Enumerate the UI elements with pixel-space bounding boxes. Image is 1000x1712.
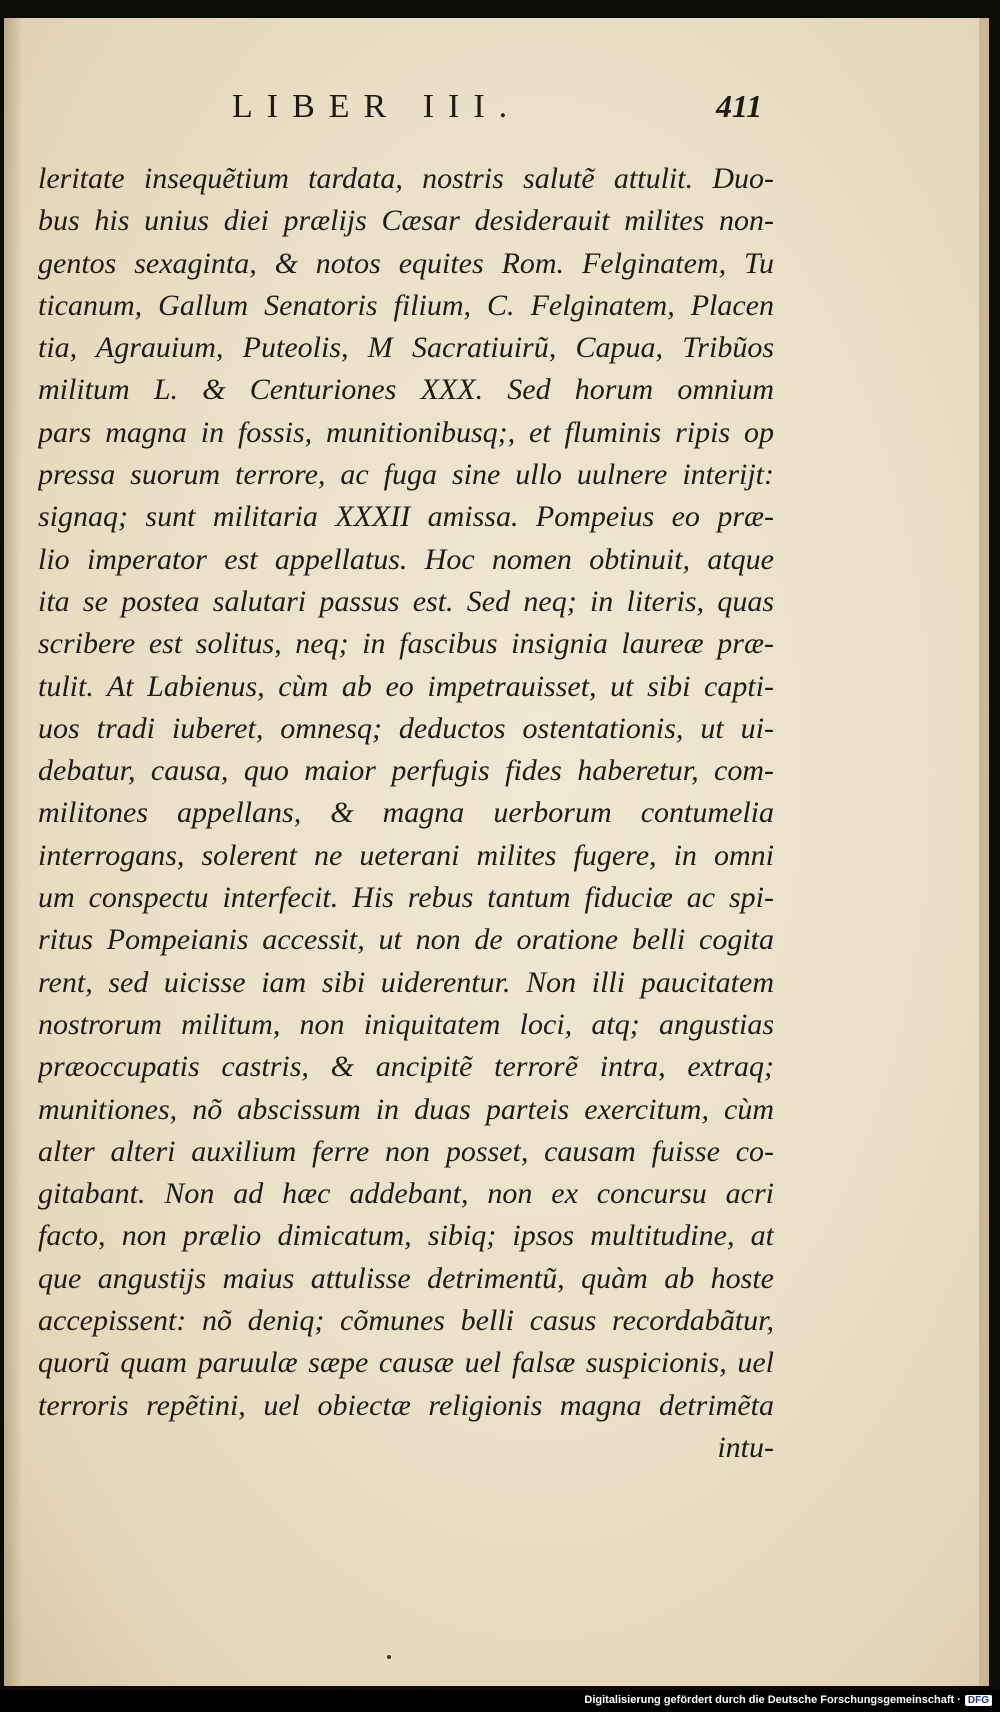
dfg-logo: DFG bbox=[965, 1695, 992, 1706]
catchword: intu- bbox=[717, 1430, 774, 1464]
text-line: ita se postea salutari passus est. Sed neq; in literis, quas bbox=[38, 584, 774, 618]
text-line: tia, Agrauium, Puteolis, M Sacratiuirũ, Capua, Tribũos bbox=[38, 331, 774, 365]
body-text bbox=[38, 158, 774, 1469]
page-number: 411 bbox=[716, 88, 763, 124]
running-title: LIBER III. bbox=[232, 88, 522, 125]
text-line: bus his unius diei prælijs Cæsar desiderauit milites non- bbox=[38, 204, 774, 238]
text-line: terroris repẽtini, uel obiectæ religionis magna detrimẽta bbox=[38, 1388, 774, 1422]
text-line: lio imperator est appellatus. Hoc nomen obtinuit, atque bbox=[38, 542, 774, 576]
text-line: præoccupatis castris, & ancipitẽ terrorẽ intra, extraq; bbox=[38, 1050, 774, 1084]
text-line: alter alteri auxilium ferre non posset, causam fuisse co- bbox=[38, 1134, 774, 1168]
text-line: facto, non prælio dimicatum, sibiq; ipsos multitudine, at bbox=[38, 1219, 774, 1253]
text-line: um conspectu interfecit. His rebus tantum fiduciæ ac spi- bbox=[38, 881, 774, 915]
text-line: militones appellans, & magna uerborum contumelia bbox=[38, 796, 774, 830]
text-line: rent, sed uicisse iam sibi uiderentur. Non illi paucitatem bbox=[38, 965, 774, 999]
text-line: que angustijs maius attulisse detrimentũ, quàm ab hoste bbox=[38, 1261, 774, 1295]
book-page bbox=[4, 18, 989, 1686]
text-line: signaq; sunt militaria XXXII amissa. Pompeius eo præ- bbox=[38, 500, 774, 534]
text-line: gentos sexaginta, & notos equites Rom. Felginatem, Tu bbox=[38, 246, 774, 280]
text-line: munitiones, nõ abscissum in duas parteis exercitum, cùm bbox=[38, 1092, 774, 1126]
text-line: leritate insequẽtium tardata, nostris salutẽ attulit. Duo- bbox=[38, 162, 774, 195]
text-line: tulit. At Labienus, cùm ab eo impetrauisset, ut sibi capti- bbox=[38, 669, 774, 703]
digitization-credit bbox=[584, 1694, 992, 1706]
credit-text: Digitalisierung gefördert durch die Deutsche Forschungsgemeinschaft · bbox=[584, 1694, 961, 1706]
ink-speck bbox=[387, 1655, 391, 1659]
text-line: gitabant. Non ad hæc addebant, non ex concursu acri bbox=[38, 1177, 774, 1211]
text-line: debatur, causa, quo maior perfugis fides haberetur, com- bbox=[38, 754, 774, 788]
running-head bbox=[4, 88, 989, 132]
text-line: interrogans, solerent ne ueterani milites fugere, in omni bbox=[38, 838, 774, 872]
text-line: scribere est solitus, neq; in fascibus insignia laureæ præ- bbox=[38, 627, 774, 661]
text-line: ticanum, Gallum Senatoris filium, C. Felginatem, Placen bbox=[38, 288, 774, 322]
text-line: uos tradi iuberet, omnesq; deductos ostentationis, ut ui- bbox=[38, 711, 774, 745]
text-line: accepissent: nõ deniq; cõmunes belli casus recordabãtur, bbox=[38, 1304, 774, 1338]
text-line: militum L. & Centuriones XXX. Sed horum omnium bbox=[38, 373, 774, 407]
text-line: ritus Pompeianis accessit, ut non de oratione belli cogita bbox=[38, 923, 774, 957]
text-line: quorũ quam paruulæ sæpe causæ uel falsæ suspicionis, uel bbox=[38, 1346, 774, 1380]
text-line: nostrorum militum, non iniquitatem loci, atq; angustias bbox=[38, 1007, 774, 1041]
text-line: pars magna in fossis, munitionibusq;, et fluminis ripis op bbox=[38, 415, 774, 449]
text-line: pressa suorum terrore, ac fuga sine ullo uulnere interijt: bbox=[38, 458, 774, 492]
